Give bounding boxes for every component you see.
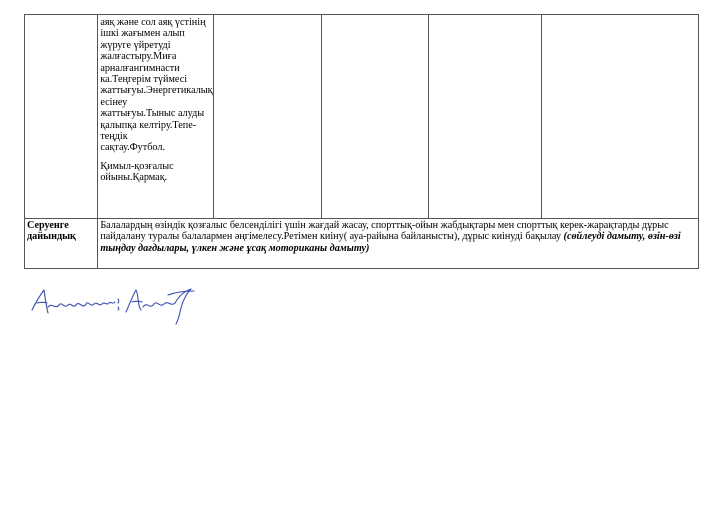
activity-line: есінеу	[100, 96, 128, 108]
activity-line: жүруге үйретуді	[100, 39, 171, 51]
game-line: Қимыл-қозғалыс	[100, 160, 174, 172]
activity-line: аяқ және сол аяқ үстінің	[100, 17, 206, 28]
skills-note: (сөйлеуді дамыту, өзін-өзі тыңдау дағдылары, үлкен және ұсақ моториканы дамыту)	[100, 231, 681, 254]
game-line: ойыны.Қармақ.	[100, 172, 168, 184]
table-row	[25, 15, 699, 219]
empty-cell	[542, 15, 699, 219]
empty-cell	[322, 15, 428, 219]
empty-cell	[428, 15, 542, 219]
walk-preparation-cell	[98, 219, 699, 269]
activity-line: сақтау.Футбол.	[100, 142, 165, 154]
section-label-line: Серуенге	[27, 220, 69, 231]
empty-cell	[213, 15, 321, 219]
section-label-line: дайындық	[27, 231, 76, 243]
activity-line: арналғангимнасти	[100, 62, 180, 74]
activity-line: жалғастыру.Миға	[100, 51, 177, 63]
handwritten-signature-icon	[28, 283, 198, 325]
activity-line: жаттығуы.Тыныс алуды	[100, 108, 205, 120]
walk-preparation-text: Балалардың өзіндік қозғалыс белсенділігі үшін жағдай жасау, спорттық-ойын жабдықтары мен спорттық керек-жарақтарды дұрыс пайдалану туралы балалармен әңгімелесу.Ретімен киіну( ауа-райына байланысты), дұрыс киінуді бақылау	[100, 220, 669, 243]
section-label-cell	[25, 219, 98, 269]
activity-line: теңдік	[100, 131, 128, 143]
activity-line: ішкі жағымен алып	[100, 28, 185, 40]
activity-line: қалыпқа келтіру.Тепе-	[100, 119, 197, 131]
activity-cell	[98, 15, 214, 219]
table-row	[25, 219, 699, 269]
activity-line: ка.Теңгерім түймесі	[100, 74, 188, 86]
plan-table	[24, 14, 699, 269]
activity-line: жаттығуы.Энергетикалық	[100, 85, 213, 97]
empty-label-cell	[25, 15, 98, 219]
